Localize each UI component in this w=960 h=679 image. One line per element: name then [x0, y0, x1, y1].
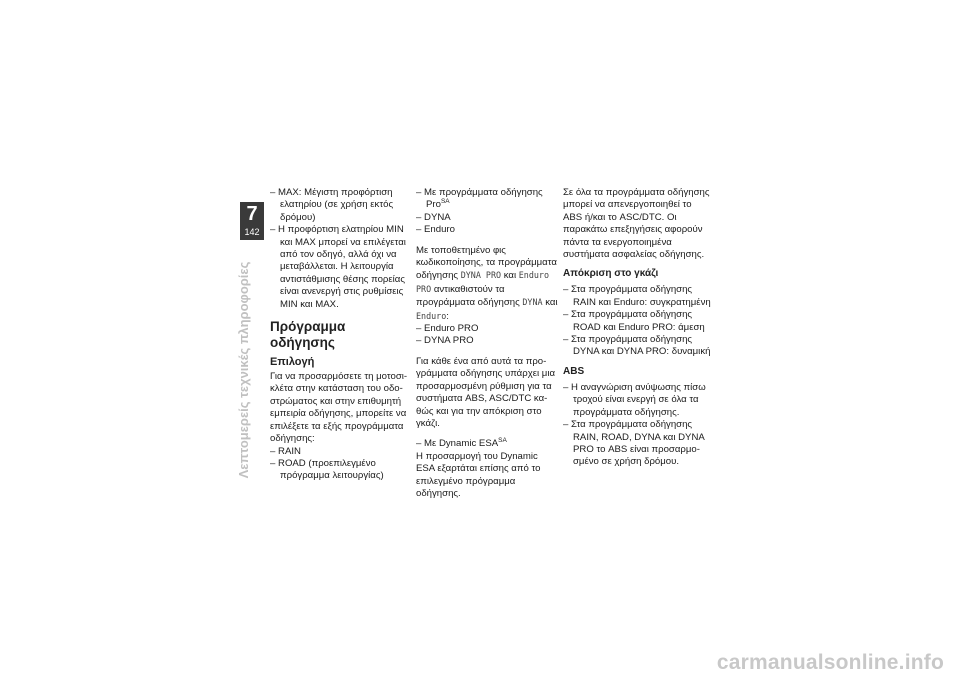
list-item: – Η αναγνώριση ανύψωσης πίσω τροχού είναι ενεργή σε όλα τα προγράμματα οδήγησης.: [563, 382, 713, 419]
column-2: [416, 187, 558, 500]
list-item: – Enduro: [416, 224, 558, 236]
heading-abs: ABS: [563, 365, 585, 377]
code-dyna: DYNA: [522, 297, 543, 308]
list-item-pro: [416, 187, 558, 212]
list-item: – DYNA: [416, 212, 558, 224]
list-item: – DYNA PRO: [416, 335, 558, 347]
side-chapter-title: Λεπτομερείς τεχνικές πληροφορίες: [236, 261, 251, 479]
paragraph: Σε όλα τα προγράμματα οδήγησης μπορεί να απενεργοποιηθεί το ABS ή/και το ASC/DTC. Οι παρακάτω επεξηγήσεις αφορούν πάντα τα ενεργοποιημένα συστήματα ασφαλείας οδήγησης.: [563, 187, 710, 261]
code-enduro-pro: Enduro PRO: [416, 270, 550, 294]
list-item: – Στα προγράμματα οδήγησης ROAD και Enduro PRO: άμεση: [563, 309, 713, 334]
sa-superscript: SA: [498, 437, 507, 445]
chapter-marker: [240, 202, 264, 240]
paragraph: Για να προσαρμόσετε τη μοτοσικλέτα στην κατάσταση του οδοστρώματος και στην επιθυμητή εμπειρία οδήγησης, μπορείτε να επιλέξετε τα εξής προγράμματα οδήγησης:: [270, 371, 408, 445]
list-item: – ROAD (προεπιλεγμένο πρόγραμμα λειτουργίας): [270, 458, 410, 483]
list-item: – Η προφόρτιση ελατηρίου MIN και MAX μπορεί να επιλέγεται από τον οδηγό, αλλά όχι να μεταβάλλεται. Η λειτουργία αντιστάθμισης θέσης πορείας είναι ανενεργή στις ρυθμίσεις MIN και MAX.: [270, 224, 410, 311]
code-enduro: Enduro: [416, 310, 447, 321]
code-dyna-pro: DYNA PRO: [460, 270, 502, 281]
list-item: – MAX: Μέγιστη προφόρτιση ελατηρίου (σε χρήση εκτός δρόμου): [270, 187, 410, 224]
chapter-number: 7: [246, 203, 258, 225]
list-item: – RAIN: [270, 446, 410, 458]
paragraph-coding-plug: Με τοποθετημένο φις κωδικοποίησης, τα προγράμματα οδήγησης DYNA PRO και Enduro PRO αντικαθιστούν τα προγράμματα οδήγησης DYNA και Enduro:: [416, 244, 558, 322]
list-item: – Στα προγράμματα οδήγησης RAIN, ROAD, DYNA και DYNA PRO το ABS είναι προσαρμοσμένο σε χρήση δρόμου.: [563, 419, 713, 469]
heading-throttle-response: Απόκριση στο γκάζι: [563, 268, 659, 280]
column-1: [270, 187, 410, 483]
list-item: – Στα προγράμματα οδήγησης RAIN και Enduro: συγκρατημένη: [563, 284, 713, 309]
list-item-text: Με προγράμματα οδήγησης Pro: [424, 187, 543, 211]
subsection-heading-selection: Επιλογή: [270, 356, 315, 369]
list-item: – Στα προγράμματα οδήγησης DYNA και DYNA PRO: δυναμική: [563, 334, 713, 359]
paragraph: Για κάθε ένα από αυτά τα προγράμματα οδήγησης υπάρχει μια προσαρμοσμένη ρύθμιση για τα συστήματα ABS, ASC/DTC καθώς και για την απόκριση στο γκάζι.: [416, 355, 556, 429]
paragraph: Η προσαρμογή του Dynamic ESA εξαρτάται επίσης από το επιλεγμένο πρόγραμμα οδήγησης.: [416, 450, 541, 499]
sa-superscript: SA: [440, 198, 450, 206]
section-heading-driving-mode: Πρόγραμμα οδήγησης: [270, 319, 346, 351]
list-item: – Enduro PRO: [416, 323, 558, 335]
page-number: 142: [244, 227, 260, 237]
column-3: [563, 187, 713, 469]
watermark: carmanualsonline.info: [716, 650, 944, 674]
list-item-dynamic-esa: – Με Dynamic $ESA^{SA}$: [416, 438, 558, 450]
